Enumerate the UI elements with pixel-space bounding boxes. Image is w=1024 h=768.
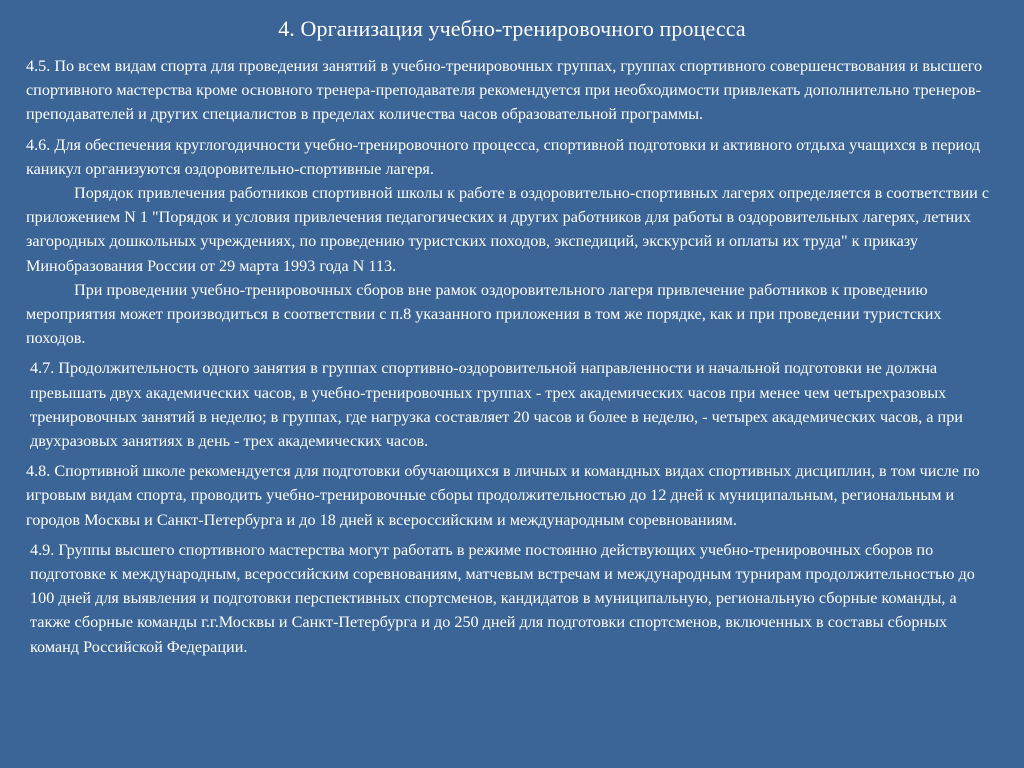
paragraph-4-8: 4.8. Спортивной школе рекомендуется для подготовки обучающихся в личных и командных видах спортивных дисциплин, в том числе по игровым видам спорта, проводить учебно-тренировочные сборы продолжительностью до 12 дней к муниципальным, региональным и городов Москвы и Санкт-Петербурга и до 18 дней к всероссийским и международным соревнованиям. [26,462,980,529]
section-4-7 [26,356,998,453]
paragraph-4-6: 4.6. Для обеспечения круглогодичности учебно-тренировочного процесса, спортивной подготовки и активного отдыха учащихся в период каникул организуются оздоровительно-спортивные лагеря. [26,135,981,178]
section-4-5 [26,54,998,127]
paragraph-4-7: 4.7. Продолжительность одного занятия в группах спортивно-оздоровительной направленности и начальной подготовки не должна превышать двух академических часов, в учебно-тренировочных группах - трех академических часов при менее чем четырехразовых тренировочных занятий в неделю; в группах, где нагрузка составляет 20 часов и более в неделю, - четырех академических часов, а при двухразовых занятиях в день - трех академических часов. [30,359,963,451]
section-4-6 [26,133,998,351]
section-4-9 [26,538,998,659]
paragraph-4-6-camps: При проведении учебно-тренировочных сборов вне рамок оздоровительного лагеря привлечение работников к проведению мероприятия может производиться в соответствии с п.8 указанного приложения в том же порядке, как и при проведении туристских походов. [26,280,942,348]
slide-content [26,54,998,659]
paragraph-4-6-order: Порядок привлечения работников спортивной школы к работе в оздоровительно-спортивных лагерях определяется в соответствии с приложением N 1 "Порядок и условия привлечения педагогических и других работников для работы в оздоровительных лагерях, летних загородных дошкольных учреждениях, по проведению туристских походов, экспедиций, экскурсий и оплаты их труда" к приказу Минобразования России от 29 марта 1993 года N 113. [26,184,990,275]
section-4-8 [26,459,998,532]
slide-title: 4. Организация учебно-тренировочного процесса [278,16,746,41]
paragraph-4-5: 4.5. По всем видам спорта для проведения занятий в учебно-тренировочных группах, группах спортивного совершенствования и высшего спортивного мастерства кроме основного тренера-преподавателя рекомендуется при необходимости привлекать дополнительно тренеров-преподавателей и других специалистов в пределах количества часов образовательной программы. [26,57,983,124]
paragraph-4-9: 4.9. Группы высшего спортивного мастерства могут работать в режиме постоянно действующих учебно-тренировочных сборов по подготовке к международным, всероссийским соревнованиям, матчевым встречам и международным турнирам продолжительностью до 100 дней для выявления и подготовки перспективных спортсменов, кандидатов в муниципальную, региональную сборные команды, а также сборные команды г.г.Москвы и Санкт-Петербурга и до 250 дней для подготовки спортсменов, включенных в составы сборных команд Российской Федерации. [30,540,975,656]
